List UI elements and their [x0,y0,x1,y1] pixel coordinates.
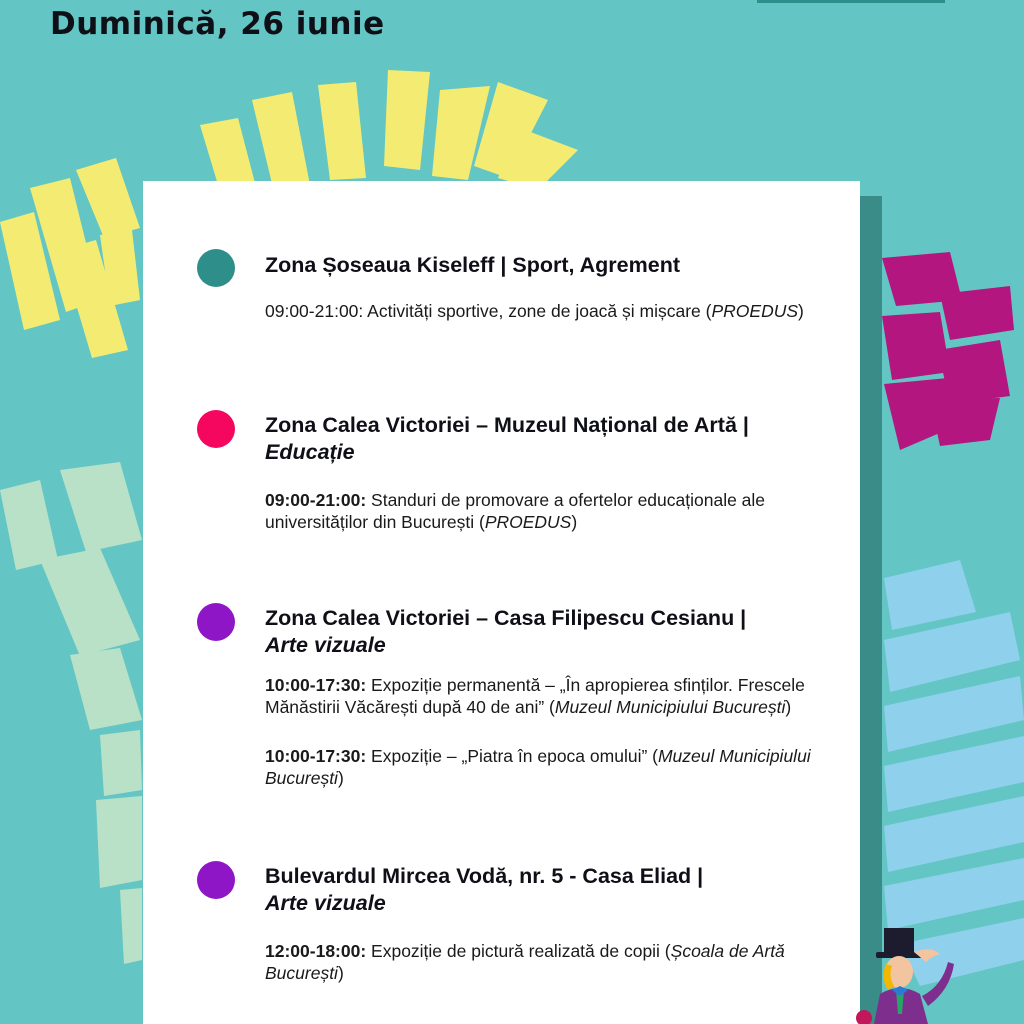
section-category: Arte vizuale [265,633,386,657]
entry-time: 12:00-18:00: [265,941,367,961]
entry-text: Expoziție – „Piatra în epoca omului” ( [366,746,658,766]
section-entry [265,745,845,789]
section-heading [265,252,825,279]
entry-text: Expoziție permanentă – „În apropierea sfinților. Frescele Mănăstirii Văcărești după 40 de ani” ( [265,675,805,717]
section-bullet-purple [197,861,235,899]
section-entry [265,489,845,533]
entry-text: Standuri de promovare a ofertelor educaționale ale universităților din București ( [265,490,766,532]
entry-time: 10:00-17:30: [265,675,367,695]
entry-text: Expoziție de pictură realizată de copii ( [366,941,671,961]
section-category: Educație [265,440,355,464]
entry-organizer: PROEDUS [484,512,572,532]
entry-text: 09:00-21:00: Activități sportive, zone de joacă și mișcare ( [265,301,712,321]
entry-time: 09:00-21:00: [265,490,367,510]
entry-close: ) [798,301,804,321]
section-heading-text: Zona Calea Victoriei – Muzeul Național de Artă | [265,413,749,437]
entry-organizer: PROEDUS [711,301,799,321]
section-heading [265,863,825,917]
top-hat-mascot-illustration [852,922,962,1024]
section-entry [265,300,845,322]
entry-organizer: Muzeul Municipiului București [265,746,811,788]
entry-organizer: Școala de Artă București [265,941,785,983]
top-accent-bar [757,0,945,3]
section-heading-text: Zona Calea Victoriei – Casa Filipescu Cesianu | [265,606,747,630]
section-bullet-pink [197,410,235,448]
magenta-pattern [882,252,1014,450]
entry-close: ) [337,963,344,983]
entry-organizer: Muzeul Municipiului București [554,697,786,717]
section-entry [265,940,845,984]
section-bullet-purple [197,603,235,641]
entry-close: ) [785,697,792,717]
section-heading [265,605,825,659]
section-heading-text: Bulevardul Mircea Vodă, nr. 5 - Casa Eliad | [265,864,704,888]
entry-close: ) [337,768,344,788]
section-entry [265,674,845,718]
section-heading [265,412,825,466]
section-heading-text: Zona Șoseaua Kiseleff | Sport, Agrement [265,253,680,277]
pale-green-pattern [0,462,142,964]
section-bullet-teal [197,249,235,287]
section-category: Arte vizuale [265,891,386,915]
entry-time: 10:00-17:30: [265,746,367,766]
page-title: Duminică, 26 iunie [50,6,385,42]
card-shadow [858,196,882,1024]
entry-close: ) [571,512,578,532]
program-card [143,181,860,1024]
